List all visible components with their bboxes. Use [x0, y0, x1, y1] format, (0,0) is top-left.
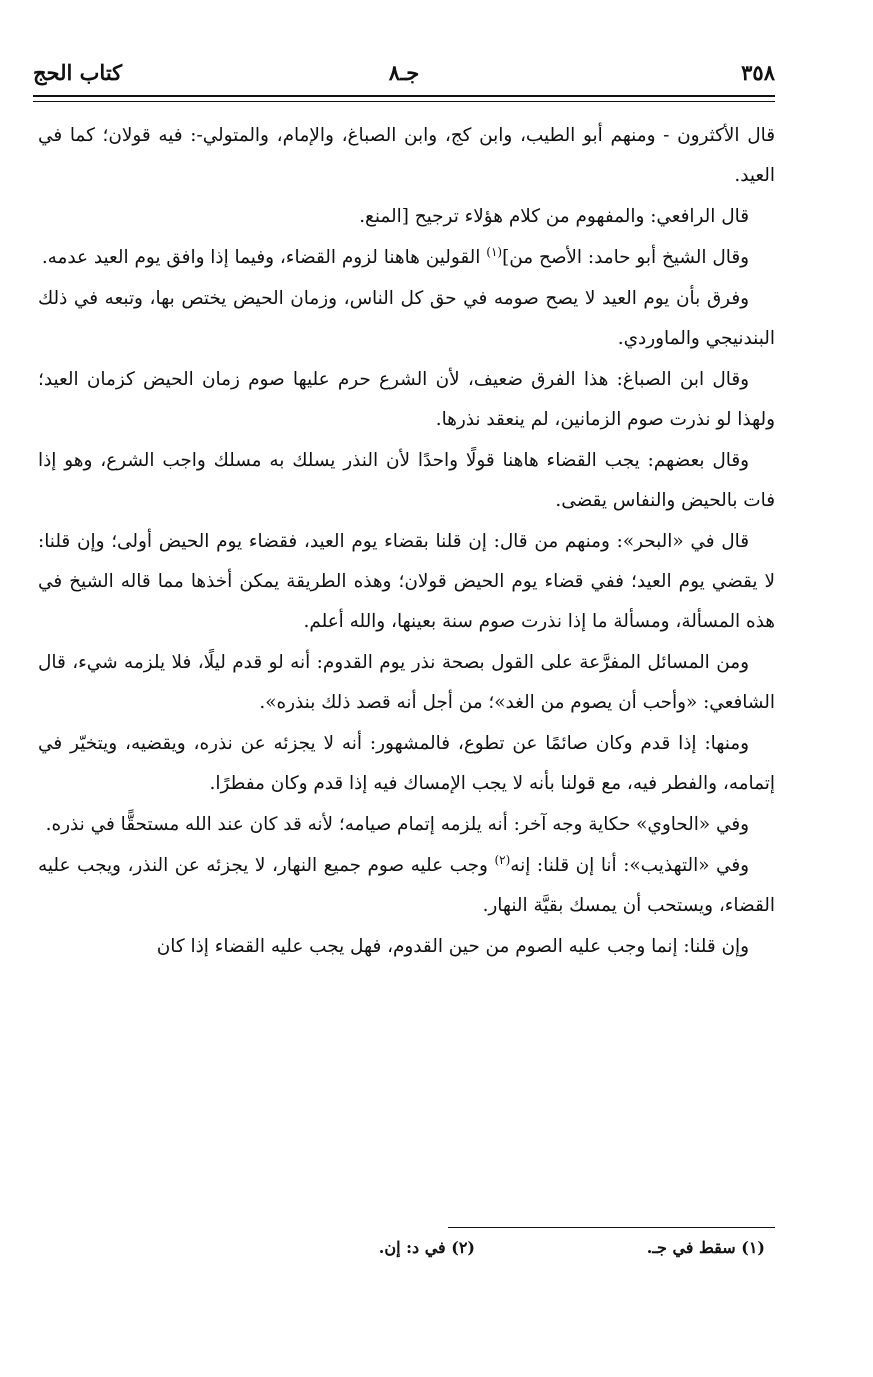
- paragraph: ومنها: إذا قدم وكان صائمًا عن تطوع، فالمشهور: أنه لا يجزئه عن نذره، ويقضيه، ويتخيّر في إتمامه، والفطر فيه، مع قولنا بأنه لا يجب الإمساك فيه إذا قدم وكان مفطرًا.: [38, 733, 775, 794]
- footnote-marker: (١): [486, 244, 503, 259]
- footnote-separator: [448, 1227, 775, 1228]
- paragraph-text: القولين هاهنا لزوم القضاء، وفيما إذا وافق يوم العيد عدمه.: [41, 247, 487, 268]
- header-rule-thin: [33, 101, 775, 102]
- footnote-2: (٢) في د: إن.: [378, 1238, 475, 1257]
- paragraph: وفرق بأن يوم العيد لا يصح صومه في حق كل الناس، وزمان الحيض يختص بها، وتبعه في ذلك البندنيجي والماوردي.: [38, 288, 775, 349]
- footnote-1: (١) سقط في جـ.: [646, 1238, 765, 1257]
- paragraph: [38, 846, 775, 926]
- book-title: كتاب الحج: [33, 60, 123, 85]
- paragraph: قال في «البحر»: ومنهم من قال: إن قلنا بقضاء يوم العيد، فقضاء يوم الحيض أولى؛ وإن قلنا: لا يقضي يوم العيد؛ ففي قضاء يوم الحيض قولان؛ وهذه الطريقة يمكن أخذها مما قاله الشيخ في هذه المسألة، ومسألة ما إذا نذرت صوم سنة بعينها، والله أعلم.: [38, 531, 775, 632]
- page-header: [33, 60, 775, 94]
- page-number: ٣٥٨: [741, 60, 775, 85]
- paragraph-text: وجب عليه صوم جميع النهار، لا يجزئه عن النذر، ويجب عليه القضاء، ويستحب أن يمسك بقيَّة النهار.: [38, 855, 775, 916]
- paragraph: [38, 238, 775, 278]
- footnote-marker: (٢): [494, 852, 511, 867]
- paragraph: وفي «الحاوي» حكاية وجه آخر: أنه يلزمه إتمام صيامه؛ لأنه قد كان عند الله مستحقًّا في نذره.: [45, 814, 749, 835]
- paragraph-text: وقال الشيخ أبو حامد: الأصح من]: [502, 247, 749, 268]
- paragraph: قال الأكثرون - ومنهم أبو الطيب، وابن كج، وابن الصباغ، والإمام، والمتولي-: فيه قولان؛ كما في العيد.: [38, 125, 775, 186]
- volume-label: جـ٨: [388, 60, 420, 85]
- paragraph: وقال بعضهم: يجب القضاء هاهنا قولًا واحدًا لأن النذر يسلك به مسلك واجب الشرع، وهو إذا فات بالحيض والنفاس يقضى.: [38, 450, 775, 511]
- paragraph: وقال ابن الصباغ: هذا الفرق ضعيف، لأن الشرع حرم عليها صوم زمان الحيض كزمان العيد؛ ولهذا لو نذرت صوم الزمانين، لم ينعقد نذرها.: [38, 369, 775, 430]
- paragraph: وإن قلنا: إنما وجب عليه الصوم من حين القدوم، فهل يجب عليه القضاء إذا كان: [156, 936, 749, 957]
- footnotes: [38, 1238, 775, 1268]
- paragraph: ومن المسائل المفرَّعة على القول بصحة نذر يوم القدوم: أنه لو قدم ليلًا، فلا يلزمه شيء، قال الشافعي: «وأحب أن يصوم من الغد»؛ من أجل أنه قصد ذلك بنذره».: [38, 652, 775, 713]
- body-text: [38, 116, 775, 968]
- paragraph-text: وفي «التهذيب»: أنا إن قلنا: إنه: [510, 855, 749, 876]
- paragraph: قال الرافعي: والمفهوم من كلام هؤلاء ترجيح [المنع.: [359, 206, 749, 227]
- header-rule-thick: [33, 95, 775, 97]
